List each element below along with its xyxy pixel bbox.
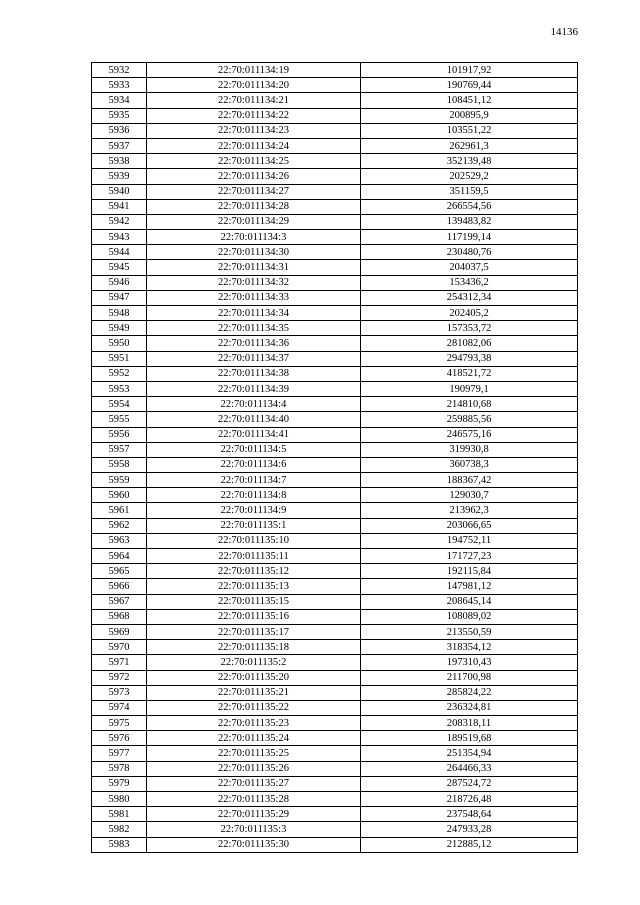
table-row	[92, 290, 578, 305]
table-row	[92, 837, 578, 852]
value-cell: 287524,72	[361, 776, 578, 791]
cadastral-number-cell: 22:70:011135:20	[147, 670, 361, 685]
table-row	[92, 503, 578, 518]
table-row	[92, 154, 578, 169]
cadastral-number-cell: 22:70:011135:2	[147, 655, 361, 670]
value-cell: 294793,38	[361, 351, 578, 366]
row-number-cell: 5956	[92, 427, 147, 442]
table-row	[92, 473, 578, 488]
cadastral-number-cell: 22:70:011134:26	[147, 169, 361, 184]
row-number-cell: 5939	[92, 169, 147, 184]
row-number-cell: 5978	[92, 761, 147, 776]
value-cell: 237548,64	[361, 807, 578, 822]
cadastral-number-cell: 22:70:011134:5	[147, 442, 361, 457]
table-row	[92, 123, 578, 138]
value-cell: 147981,12	[361, 579, 578, 594]
table-row	[92, 442, 578, 457]
value-cell: 211700,98	[361, 670, 578, 685]
row-number-cell: 5943	[92, 230, 147, 245]
row-number-cell: 5972	[92, 670, 147, 685]
value-cell: 171727,23	[361, 549, 578, 564]
row-number-cell: 5947	[92, 290, 147, 305]
table-row	[92, 564, 578, 579]
row-number-cell: 5935	[92, 108, 147, 123]
row-number-cell: 5982	[92, 822, 147, 837]
cadastral-number-cell: 22:70:011134:19	[147, 63, 361, 78]
value-cell: 197310,43	[361, 655, 578, 670]
cadastral-number-cell: 22:70:011135:1	[147, 518, 361, 533]
row-number-cell: 5974	[92, 700, 147, 715]
value-cell: 101917,92	[361, 63, 578, 78]
row-number-cell: 5976	[92, 731, 147, 746]
row-number-cell: 5933	[92, 78, 147, 93]
value-cell: 213962,3	[361, 503, 578, 518]
table-row	[92, 275, 578, 290]
row-number-cell: 5965	[92, 564, 147, 579]
value-cell: 218726,48	[361, 792, 578, 807]
cadastral-number-cell: 22:70:011135:12	[147, 564, 361, 579]
value-cell: 117199,14	[361, 230, 578, 245]
cadastral-number-cell: 22:70:011135:26	[147, 761, 361, 776]
table-row	[92, 63, 578, 78]
cadastral-number-cell: 22:70:011134:4	[147, 397, 361, 412]
table-row	[92, 457, 578, 472]
table-row	[92, 93, 578, 108]
table-row	[92, 260, 578, 275]
table-row	[92, 822, 578, 837]
cadastral-number-cell: 22:70:011134:34	[147, 306, 361, 321]
table-row	[92, 427, 578, 442]
table-row	[92, 670, 578, 685]
table-row	[92, 579, 578, 594]
value-cell: 281082,06	[361, 336, 578, 351]
cadastral-number-cell: 22:70:011135:30	[147, 837, 361, 852]
value-cell: 139483,82	[361, 214, 578, 229]
row-number-cell: 5966	[92, 579, 147, 594]
cadastral-number-cell: 22:70:011134:36	[147, 336, 361, 351]
row-number-cell: 5973	[92, 685, 147, 700]
table-body	[92, 63, 578, 853]
table-row	[92, 549, 578, 564]
cadastral-number-cell: 22:70:011134:25	[147, 154, 361, 169]
cadastral-number-cell: 22:70:011134:8	[147, 488, 361, 503]
row-number-cell: 5953	[92, 381, 147, 396]
row-number-cell: 5940	[92, 184, 147, 199]
row-number-cell: 5946	[92, 275, 147, 290]
cadastral-number-cell: 22:70:011134:28	[147, 199, 361, 214]
cadastral-number-cell: 22:70:011134:29	[147, 214, 361, 229]
value-cell: 285824,22	[361, 685, 578, 700]
row-number-cell: 5958	[92, 457, 147, 472]
table-row	[92, 108, 578, 123]
row-number-cell: 5938	[92, 154, 147, 169]
table-row	[92, 518, 578, 533]
row-number-cell: 5948	[92, 306, 147, 321]
table-row	[92, 533, 578, 548]
cadastral-number-cell: 22:70:011135:27	[147, 776, 361, 791]
cadastral-number-cell: 22:70:011134:33	[147, 290, 361, 305]
value-cell: 190979,1	[361, 381, 578, 396]
row-number-cell: 5957	[92, 442, 147, 457]
value-cell: 266554,56	[361, 199, 578, 214]
table-row	[92, 716, 578, 731]
row-number-cell: 5941	[92, 199, 147, 214]
row-number-cell: 5983	[92, 837, 147, 852]
table-row	[92, 685, 578, 700]
cadastral-number-cell: 22:70:011135:13	[147, 579, 361, 594]
value-cell: 212885,12	[361, 837, 578, 852]
row-number-cell: 5961	[92, 503, 147, 518]
table-row	[92, 640, 578, 655]
cadastral-number-cell: 22:70:011134:32	[147, 275, 361, 290]
table-row	[92, 746, 578, 761]
table-row	[92, 230, 578, 245]
cadastral-number-cell: 22:70:011135:16	[147, 609, 361, 624]
value-cell: 153436,2	[361, 275, 578, 290]
value-cell: 208318,11	[361, 716, 578, 731]
cadastral-number-cell: 22:70:011135:10	[147, 533, 361, 548]
value-cell: 103551,22	[361, 123, 578, 138]
cadastral-number-cell: 22:70:011135:25	[147, 746, 361, 761]
cadastral-number-cell: 22:70:011135:23	[147, 716, 361, 731]
value-cell: 259885,56	[361, 412, 578, 427]
row-number-cell: 5969	[92, 624, 147, 639]
cadastral-number-cell: 22:70:011135:24	[147, 731, 361, 746]
value-cell: 262961,3	[361, 138, 578, 153]
row-number-cell: 5967	[92, 594, 147, 609]
cadastral-number-cell: 22:70:011134:3	[147, 230, 361, 245]
table-row	[92, 776, 578, 791]
value-cell: 202529,2	[361, 169, 578, 184]
table-row	[92, 138, 578, 153]
value-cell: 264466,33	[361, 761, 578, 776]
value-cell: 246575,16	[361, 427, 578, 442]
table-row	[92, 655, 578, 670]
row-number-cell: 5970	[92, 640, 147, 655]
row-number-cell: 5980	[92, 792, 147, 807]
row-number-cell: 5944	[92, 245, 147, 260]
row-number-cell: 5937	[92, 138, 147, 153]
row-number-cell: 5968	[92, 609, 147, 624]
row-number-cell: 5975	[92, 716, 147, 731]
row-number-cell: 5934	[92, 93, 147, 108]
value-cell: 200895,9	[361, 108, 578, 123]
cadastral-number-cell: 22:70:011135:11	[147, 549, 361, 564]
cadastral-number-cell: 22:70:011134:27	[147, 184, 361, 199]
row-number-cell: 5962	[92, 518, 147, 533]
cadastral-number-cell: 22:70:011135:22	[147, 700, 361, 715]
row-number-cell: 5950	[92, 336, 147, 351]
cadastral-number-cell: 22:70:011134:31	[147, 260, 361, 275]
table-row	[92, 761, 578, 776]
cadastral-number-cell: 22:70:011134:6	[147, 457, 361, 472]
value-cell: 360738,3	[361, 457, 578, 472]
row-number-cell: 5971	[92, 655, 147, 670]
table-row	[92, 397, 578, 412]
row-number-cell: 5959	[92, 473, 147, 488]
value-cell: 247933,28	[361, 822, 578, 837]
value-cell: 213550,59	[361, 624, 578, 639]
cadastral-number-cell: 22:70:011134:30	[147, 245, 361, 260]
value-cell: 194752,11	[361, 533, 578, 548]
row-number-cell: 5936	[92, 123, 147, 138]
value-cell: 318354,12	[361, 640, 578, 655]
table-row	[92, 199, 578, 214]
cadastral-number-cell: 22:70:011134:24	[147, 138, 361, 153]
cadastral-number-cell: 22:70:011135:18	[147, 640, 361, 655]
cadastral-number-cell: 22:70:011134:37	[147, 351, 361, 366]
row-number-cell: 5977	[92, 746, 147, 761]
cadastral-number-cell: 22:70:011135:29	[147, 807, 361, 822]
table-row	[92, 412, 578, 427]
cadastral-number-cell: 22:70:011134:38	[147, 366, 361, 381]
cadastral-number-cell: 22:70:011135:21	[147, 685, 361, 700]
cadastral-number-cell: 22:70:011135:17	[147, 624, 361, 639]
cadastral-number-cell: 22:70:011134:21	[147, 93, 361, 108]
table-row	[92, 78, 578, 93]
table-row	[92, 609, 578, 624]
table-row	[92, 381, 578, 396]
table-row	[92, 807, 578, 822]
row-number-cell: 5942	[92, 214, 147, 229]
value-cell: 108089,02	[361, 609, 578, 624]
cadastral-number-cell: 22:70:011134:41	[147, 427, 361, 442]
value-cell: 157353,72	[361, 321, 578, 336]
value-cell: 208645,14	[361, 594, 578, 609]
value-cell: 189519,68	[361, 731, 578, 746]
cadastral-number-cell: 22:70:011135:3	[147, 822, 361, 837]
cadastral-number-cell: 22:70:011134:23	[147, 123, 361, 138]
row-number-cell: 5979	[92, 776, 147, 791]
value-cell: 190769,44	[361, 78, 578, 93]
cadastral-number-cell: 22:70:011134:35	[147, 321, 361, 336]
row-number-cell: 5949	[92, 321, 147, 336]
row-number-cell: 5963	[92, 533, 147, 548]
cadastral-number-cell: 22:70:011135:28	[147, 792, 361, 807]
row-number-cell: 5932	[92, 63, 147, 78]
value-cell: 203066,65	[361, 518, 578, 533]
value-cell: 214810,68	[361, 397, 578, 412]
cadastral-number-cell: 22:70:011134:40	[147, 412, 361, 427]
table-row	[92, 351, 578, 366]
table-row	[92, 624, 578, 639]
row-number-cell: 5960	[92, 488, 147, 503]
value-cell: 351159,5	[361, 184, 578, 199]
cadastral-number-cell: 22:70:011134:9	[147, 503, 361, 518]
row-number-cell: 5955	[92, 412, 147, 427]
value-cell: 236324,81	[361, 700, 578, 715]
row-number-cell: 5981	[92, 807, 147, 822]
cadastral-number-cell: 22:70:011134:39	[147, 381, 361, 396]
table-row	[92, 488, 578, 503]
row-number-cell: 5952	[92, 366, 147, 381]
value-cell: 188367,42	[361, 473, 578, 488]
cadastral-number-cell: 22:70:011134:7	[147, 473, 361, 488]
value-cell: 204037,5	[361, 260, 578, 275]
table-row	[92, 366, 578, 381]
table-row	[92, 700, 578, 715]
value-cell: 129030,7	[361, 488, 578, 503]
row-number-cell: 5964	[92, 549, 147, 564]
table-row	[92, 245, 578, 260]
value-cell: 108451,12	[361, 93, 578, 108]
table-row	[92, 336, 578, 351]
value-cell: 352139,48	[361, 154, 578, 169]
table-row	[92, 321, 578, 336]
value-cell: 418521,72	[361, 366, 578, 381]
value-cell: 230480,76	[361, 245, 578, 260]
value-cell: 192115,84	[361, 564, 578, 579]
row-number-cell: 5951	[92, 351, 147, 366]
value-cell: 202405,2	[361, 306, 578, 321]
row-number-cell: 5945	[92, 260, 147, 275]
table-row	[92, 306, 578, 321]
table-row	[92, 214, 578, 229]
table-row	[92, 792, 578, 807]
table-row	[92, 594, 578, 609]
page-number: 14136	[550, 26, 578, 38]
cadastral-number-cell: 22:70:011135:15	[147, 594, 361, 609]
cadastral-number-cell: 22:70:011134:22	[147, 108, 361, 123]
table-row	[92, 169, 578, 184]
cadastral-values-table	[91, 62, 578, 853]
value-cell: 254312,34	[361, 290, 578, 305]
value-cell: 251354,94	[361, 746, 578, 761]
table-row	[92, 731, 578, 746]
cadastral-number-cell: 22:70:011134:20	[147, 78, 361, 93]
row-number-cell: 5954	[92, 397, 147, 412]
value-cell: 319930,8	[361, 442, 578, 457]
table-row	[92, 184, 578, 199]
